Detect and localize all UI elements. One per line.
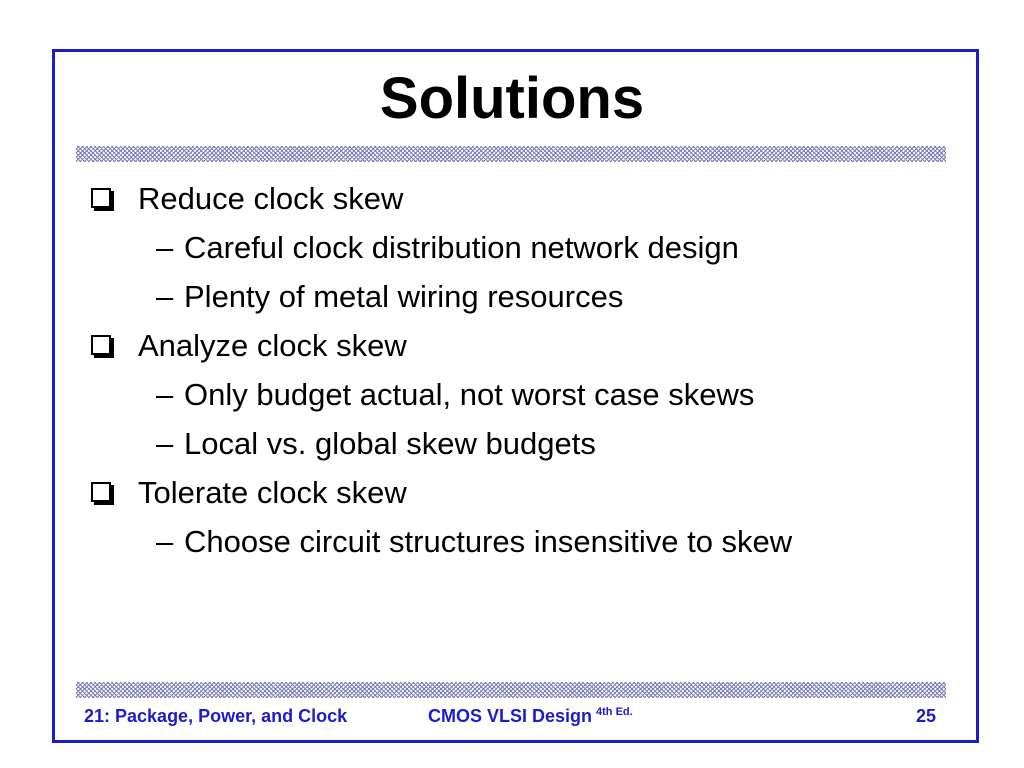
title-divider-rule xyxy=(76,146,946,162)
bullet-text: Reduce clock skew xyxy=(138,181,404,216)
sub-bullet-item-local-global xyxy=(0,419,1024,468)
footer-edition: 4th Ed. xyxy=(596,706,633,718)
dash-bullet-icon: – xyxy=(156,426,174,461)
footer-book-name: CMOS VLSI Design xyxy=(428,706,593,726)
sub-bullet-text: Careful clock distribution network design xyxy=(184,230,739,265)
dash-bullet-icon: – xyxy=(156,377,174,412)
footer-divider-rule xyxy=(76,682,946,698)
sub-bullet-item-metal-wiring xyxy=(0,272,1024,321)
sub-bullet-item-careful-distribution xyxy=(0,223,1024,272)
dash-bullet-icon: – xyxy=(156,279,174,314)
square-bullet-icon xyxy=(91,335,111,355)
bullet-text: Analyze clock skew xyxy=(138,328,407,363)
sub-bullet-item-budget-actual xyxy=(0,370,1024,419)
footer-page-number: 25 xyxy=(915,706,936,726)
slide-title: Solutions xyxy=(379,66,645,131)
bullet-item-analyze-clock-skew xyxy=(0,321,1024,370)
sub-bullet-text: Only budget actual, not worst case skews xyxy=(184,377,755,412)
sub-bullet-text: Plenty of metal wiring resources xyxy=(184,279,624,314)
square-bullet-icon xyxy=(91,482,111,502)
dash-bullet-icon: – xyxy=(156,524,174,559)
sub-bullet-text: Choose circuit structures insensitive to skew xyxy=(184,524,793,559)
dash-bullet-icon: – xyxy=(156,230,174,265)
footer-book-title xyxy=(428,706,633,727)
bullet-list xyxy=(0,174,1024,566)
sub-bullet-item-insensitive-structures xyxy=(0,517,1024,566)
footer-chapter-label: 21: Package, Power, and Clock xyxy=(84,706,348,726)
bullet-item-reduce-clock-skew xyxy=(0,174,1024,223)
square-bullet-icon xyxy=(91,188,111,208)
sub-bullet-text: Local vs. global skew budgets xyxy=(184,426,596,461)
bullet-item-tolerate-clock-skew xyxy=(0,468,1024,517)
bullet-text: Tolerate clock skew xyxy=(138,475,407,510)
